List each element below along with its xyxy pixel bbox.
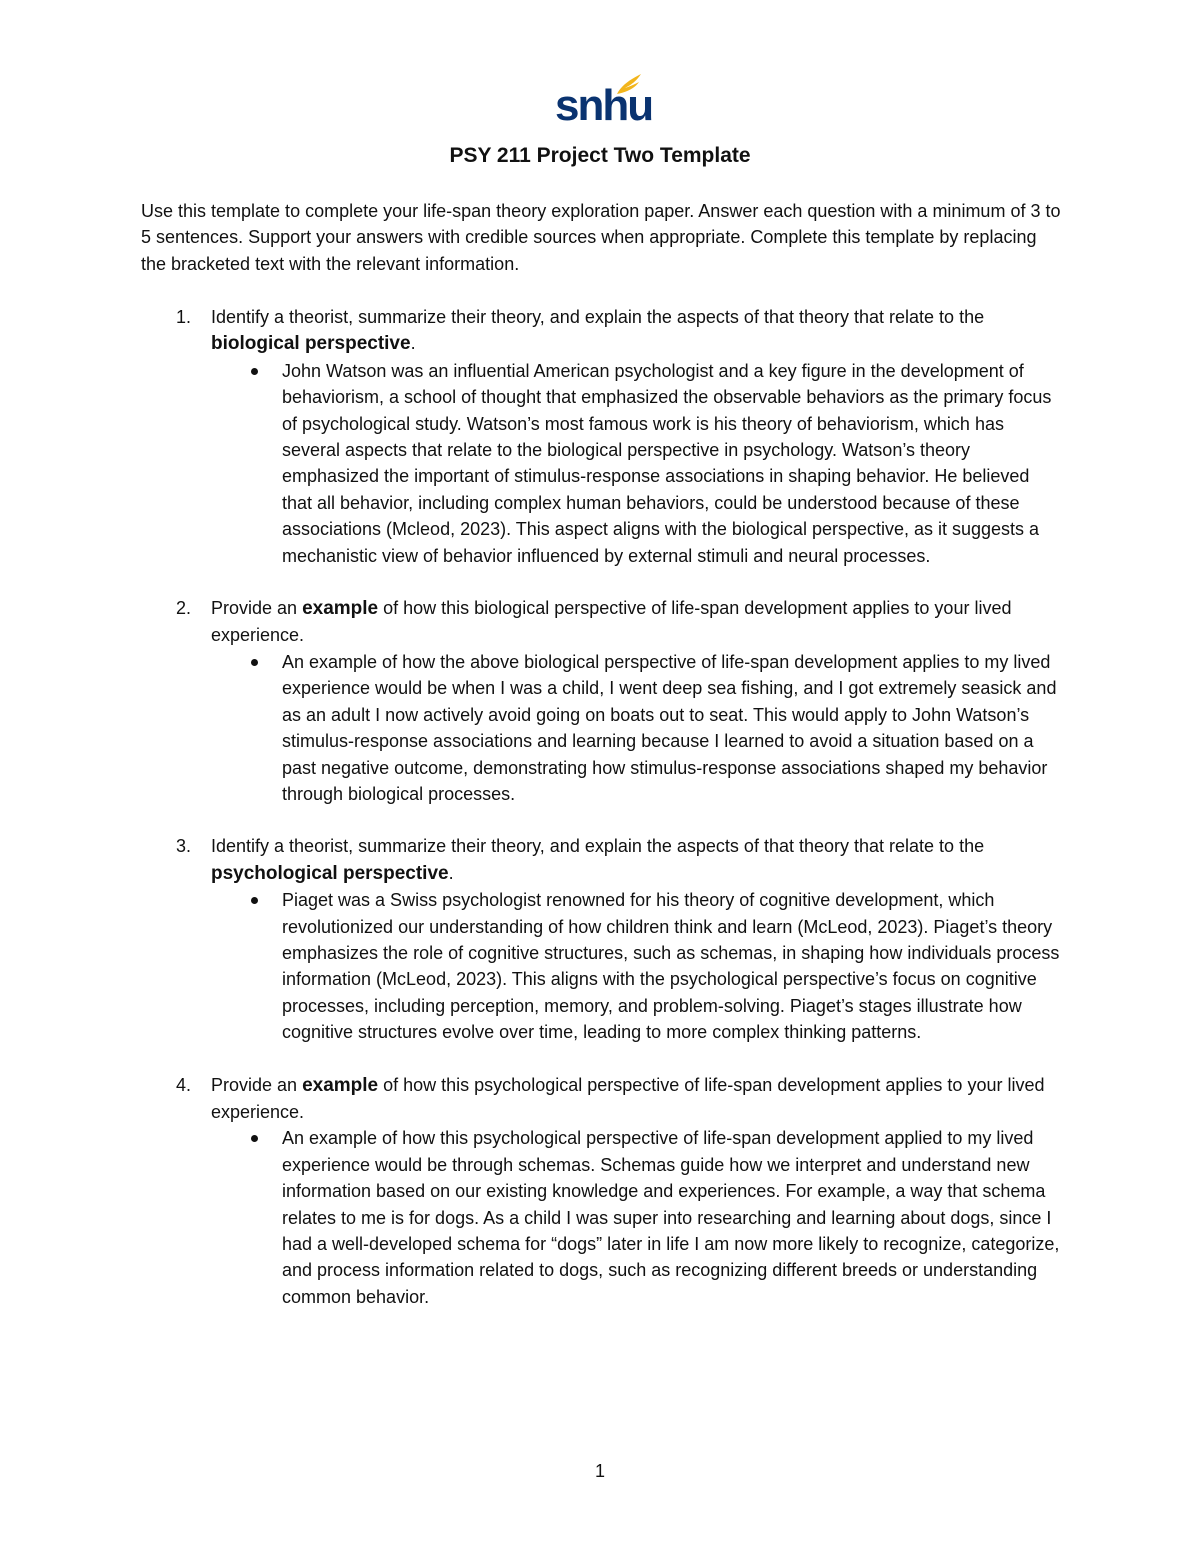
question-text [211,833,1061,887]
answer-text: Piaget was a Swiss psychologist renowned for his theory of cognitive development, which revolutionized our understanding of how children think and learn (McLeod, 2023). Piaget’s theory emphasizes the role of cognitive structures, such as schemas, in shaping how individuals process information (McLeod, 2023). This aligns with the psychological perspective’s focus on cognitive processes, including perception, memory, and problem-solving. Piaget’s stages illustrate how cognitive structures evolve over time, leading to more complex thinking patterns. [282,890,1060,1043]
question-pre: Identify a theorist, summarize their theory, and explain the aspects of that theory that relate to the [211,836,985,857]
item-number: 3. [176,836,192,857]
question-emphasis: biological perspective [211,333,411,355]
answer-bullet [211,649,1061,807]
question-post: . [448,862,454,883]
question-item-1 [141,304,1061,569]
page-title: PSY 211 Project Two Template [449,144,751,167]
question-post: of how this psychological perspective of life-span development applies to your lived experience. [211,1074,1045,1122]
logo-text: snhu [555,81,653,130]
snhu-logo [555,72,653,134]
answer-bullet [211,887,1061,1045]
answer-bullet [211,358,1061,569]
bullet-icon [251,368,258,375]
question-list [141,304,1061,1336]
item-number: 1. [176,307,192,327]
question-post: . [410,333,416,354]
page-number: 1 [594,1461,605,1481]
question-emphasis: example [302,1074,379,1096]
bullet-icon [251,897,258,904]
question-pre: Identify a theorist, summarize their theory, and explain the aspects of that theory that relate to the [211,307,985,327]
question-emphasis: example [302,598,379,620]
question-text [211,595,1061,649]
answer-bullet [211,1125,1061,1310]
item-number: 2. [176,598,192,619]
question-text [211,1072,1061,1126]
question-pre: Provide an [211,1074,303,1095]
question-text [211,304,1061,358]
answer-text: John Watson was an influential American psychologist and a key figure in the development of behaviorism, a school of thought that emphasized the observable behaviors as the primary focus of psychological study. Watson’s most famous work is his theory of behaviorism, which has several aspects that relate to the biological perspective in psychology. Watson’s theory emphasized the important of stimulus-response associations in shaping behavior. He believed that all behavior, including complex human behaviors, could be understood because of these associations (Mcleod, 2023). This aspect aligns with the biological perspective, as it suggests a mechanistic view of behavior influenced by external stimuli and neural processes. [282,360,1052,566]
answer-text: An example of how the above biological perspective of life-span development applies to my lived experience would be when I was a child, I went deep sea fishing, and I got extremely seasick and as an adult I now actively avoid going on boats out to seat. This would apply to John Watson’s stimulus-response associations and learning because I learned to avoid a situation based on a past negative outcome, demonstrating how stimulus-response associations shaped my behavior through biological processes. [282,651,1057,804]
question-item-2 [141,595,1061,807]
question-post: of how this biological perspective of life-span development applies to your lived experience. [211,598,1012,646]
bullet-icon [251,659,258,666]
question-emphasis: psychological perspective [211,862,449,884]
question-pre: Provide an [211,598,303,619]
answer-text: An example of how this psychological perspective of life-span development applied to my lived experience would be through schemas. Schemas guide how we interpret and understand new information based on our existing knowledge and experiences. For example, a way that schema relates to me is for dogs. As a child I was super into researching and learning about dogs, since I had a well-developed schema for “dogs” later in life I am now more likely to recognize, categorize, and process information related to dogs, such as recognizing different breeds or understanding common behavior. [282,1128,1060,1307]
question-item-3 [141,833,1061,1045]
question-item-4 [141,1072,1061,1311]
intro-paragraph: Use this template to complete your life-span theory exploration paper. Answer each question with a minimum of 3 to 5 sentences. Support your answers with credible sources when appropriate. Complete this template by replacing the bracketed text with the relevant information. [141,201,1061,274]
bullet-icon [251,1135,258,1142]
item-number: 4. [176,1074,192,1095]
